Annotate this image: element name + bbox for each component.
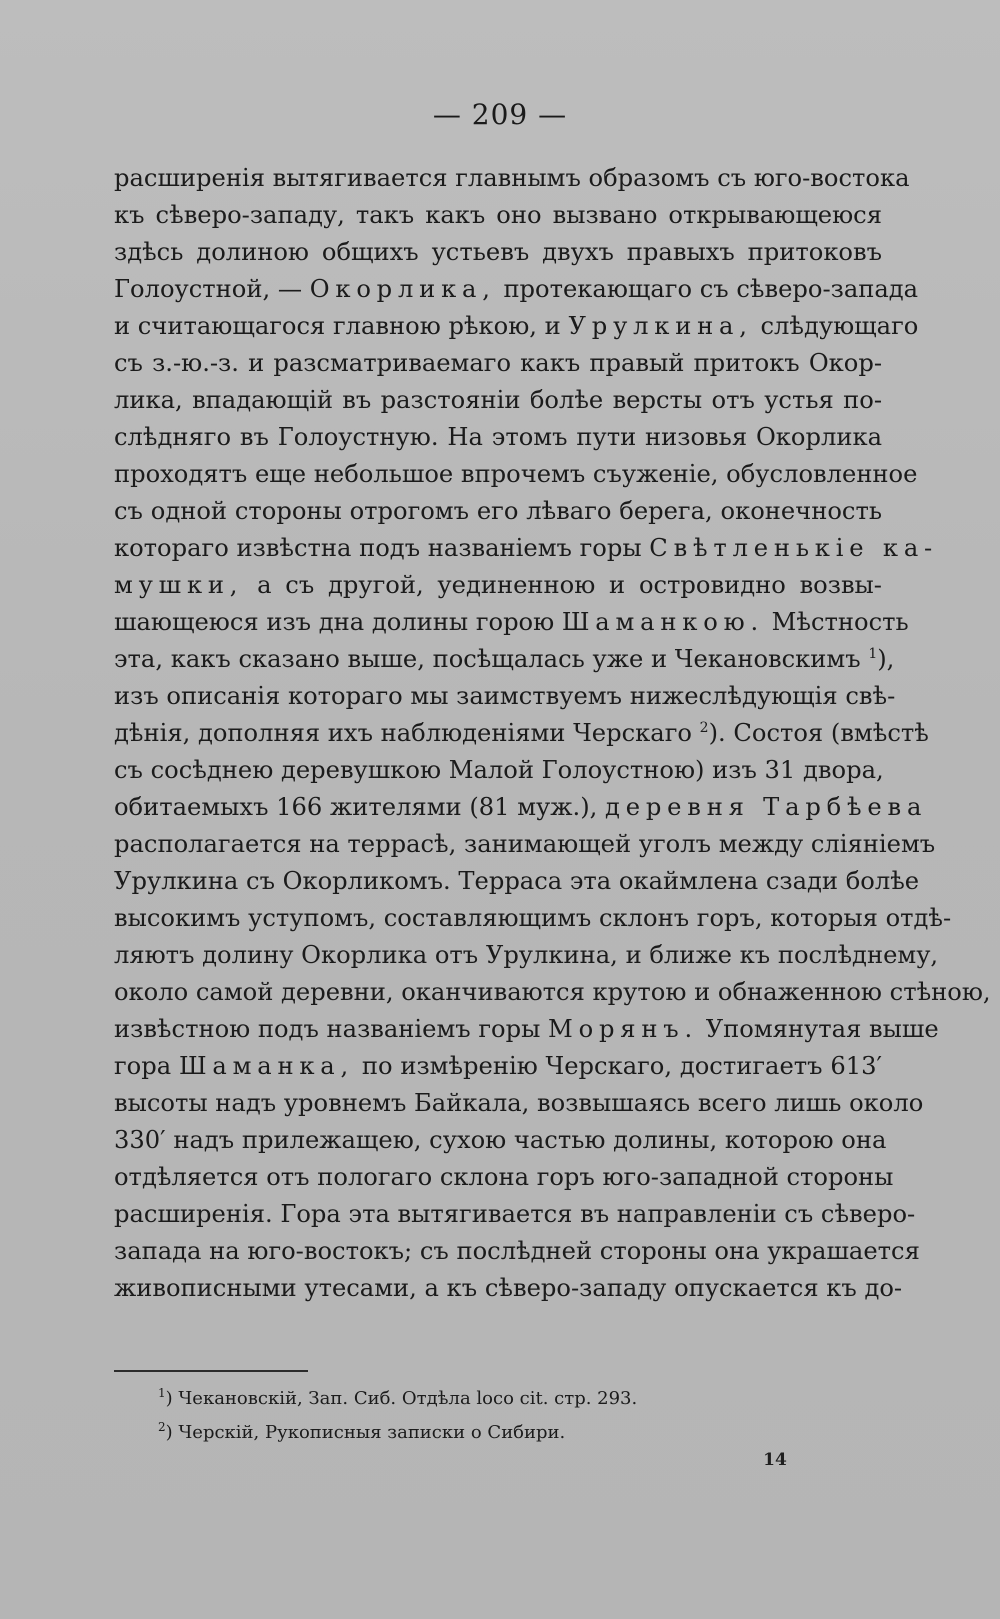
text-line (114, 974, 991, 1011)
footnote-1 (158, 1382, 878, 1416)
line-text: слѣдняго въ Голоустную. На этомъ пути низовья Окорлика (114, 423, 882, 451)
text-line (114, 863, 920, 900)
line-text: ). Состоя (вмѣстѣ (708, 719, 929, 747)
line-text: запада на юго-востокъ; съ послѣдней стороны она украшается (114, 1237, 920, 1265)
footnote-mark: 2 (158, 1420, 166, 1434)
text-line (114, 641, 895, 678)
text-line (114, 197, 882, 234)
line-text: съ з.-ю.-з. и разсматриваемаго какъ правый притокъ Окор- (114, 349, 882, 377)
text-line (114, 604, 909, 641)
text-line (114, 1011, 939, 1048)
text-line (114, 567, 882, 604)
text-line (114, 678, 896, 715)
text-line (114, 234, 882, 271)
text-line (114, 1122, 887, 1159)
line-text: Голоустной, — (114, 275, 303, 303)
line-text: извѣстною подъ названіемъ горы (114, 1015, 541, 1043)
line-text: котораго извѣстна подъ названіемъ горы (114, 534, 642, 562)
text-line (114, 900, 952, 937)
footnote-2 (158, 1416, 878, 1450)
line-text: Упомянутая выше (705, 1015, 939, 1043)
text-line (114, 937, 939, 974)
line-text: эта, какъ сказано выше, посѣщалась уже и Чекановскимъ (114, 645, 861, 673)
footnote-ref: 2 (699, 719, 709, 736)
line-text: расширенія. Гора эта вытягивается въ направленіи съ сѣверо- (114, 1200, 916, 1228)
line-text: слѣдующаго (760, 312, 919, 340)
text-line (114, 826, 936, 863)
text-line (114, 345, 882, 382)
line-text: около самой деревни, оканчиваются крутою и обнаженною стѣною, (114, 978, 991, 1006)
line-text: располагается на террасѣ, занимающей уголъ между сліяніемъ (114, 830, 936, 858)
page-number: — 209 — (432, 98, 568, 131)
footnote-mark: 1 (158, 1386, 166, 1400)
text-line (114, 419, 882, 456)
footnote-text: ) Чекановскій, Зап. Сиб. Отдѣла loco cit. стр. 293. (165, 1388, 638, 1409)
line-text: съ одной стороны отрогомъ его лѣваго берега, оконечность (114, 497, 882, 525)
line-text: гора (114, 1052, 172, 1080)
line-text: дѣнія, дополняя ихъ наблюденіями Черскаго (114, 719, 692, 747)
text-line (114, 382, 882, 419)
line-text: расширенія вытягивается главнымъ образомъ съ юго-востока (114, 164, 910, 192)
line-text: отдѣляется отъ пологаго склона горъ юго-западной стороны (114, 1163, 894, 1191)
spaced-name: Свѣтленькіе ка- (649, 534, 939, 562)
spaced-name: Окорлика, (309, 275, 496, 303)
text-line (114, 752, 882, 789)
line-text: къ сѣверо-западу, такъ какъ оно вызвано открывающеюся (114, 201, 882, 229)
footnote-text: ) Черскій, Рукописныя записки о Сибири. (165, 1422, 566, 1443)
line-text: и считающагося главною рѣкою, и (114, 312, 561, 340)
spaced-name: Урулкина, (568, 312, 753, 340)
text-line (114, 1196, 916, 1233)
line-text: живописными утесами, а къ сѣверо-западу опускается къ до- (114, 1274, 903, 1302)
text-line (114, 308, 919, 345)
spaced-name: Шаманка, (178, 1052, 355, 1080)
line-text: обитаемыхъ 166 жителями (81 муж.), (114, 793, 598, 821)
line-text: изъ описанія котораго мы заимствуемъ нижеслѣдующія свѣ- (114, 682, 896, 710)
line-text: здѣсь долиною общихъ устьевъ двухъ правыхъ притоковъ (114, 238, 882, 266)
line-text: протекающаго съ сѣверо-запада (503, 275, 919, 303)
body-text (114, 160, 991, 1307)
text-line (114, 1048, 882, 1085)
line-text: Мѣстность (771, 608, 909, 636)
text-line (114, 160, 910, 197)
text-line (114, 1159, 894, 1196)
text-line (114, 789, 928, 826)
spaced-name: Морянъ. (548, 1015, 698, 1043)
footnotes (158, 1382, 878, 1450)
line-text: ), (877, 645, 895, 673)
text-line (114, 493, 882, 530)
text-line (114, 456, 918, 493)
line-text: высоты надъ уровнемъ Байкала, возвышаясь всего лишь около (114, 1089, 924, 1117)
text-line (114, 530, 939, 567)
line-text: высокимъ уступомъ, составляющимъ склонъ горъ, которыя отдѣ- (114, 904, 952, 932)
text-line (114, 271, 919, 308)
footnote-ref: 1 (868, 645, 878, 662)
text-line (114, 1085, 924, 1122)
line-text: Урулкина съ Окорликомъ. Терраса эта окаймлена сзади болѣе (114, 867, 920, 895)
footnote-divider (114, 1370, 308, 1372)
spaced-name: деревня Тарбѣева (605, 793, 928, 821)
text-line (114, 1270, 903, 1307)
text-line (114, 715, 929, 752)
spaced-name: мушки, (114, 571, 244, 599)
line-text: лика, впадающій въ разстояніи болѣе версты отъ устья по- (114, 386, 882, 414)
line-text: проходятъ еще небольшое впрочемъ съуженіе, обусловленное (114, 460, 918, 488)
text-line (114, 1233, 920, 1270)
line-text: шающеюся изъ дна долины горою (114, 608, 555, 636)
line-text: ляютъ долину Окорлика отъ Урулкина, и ближе къ послѣднему, (114, 941, 939, 969)
spaced-name: Шаманкою. (561, 608, 764, 636)
line-text: съ сосѣднею деревушкою Малой Голоустною) изъ 31 двора, (114, 756, 884, 784)
signature-mark: 14 (763, 1450, 787, 1470)
line-text: 330′ надъ прилежащею, сухою частью долины, которою она (114, 1126, 887, 1154)
line-text: а съ другой, уединенною и островидно возвы- (257, 571, 882, 599)
line-text: по измѣренію Черскаго, достигаетъ 613′ (361, 1052, 882, 1080)
